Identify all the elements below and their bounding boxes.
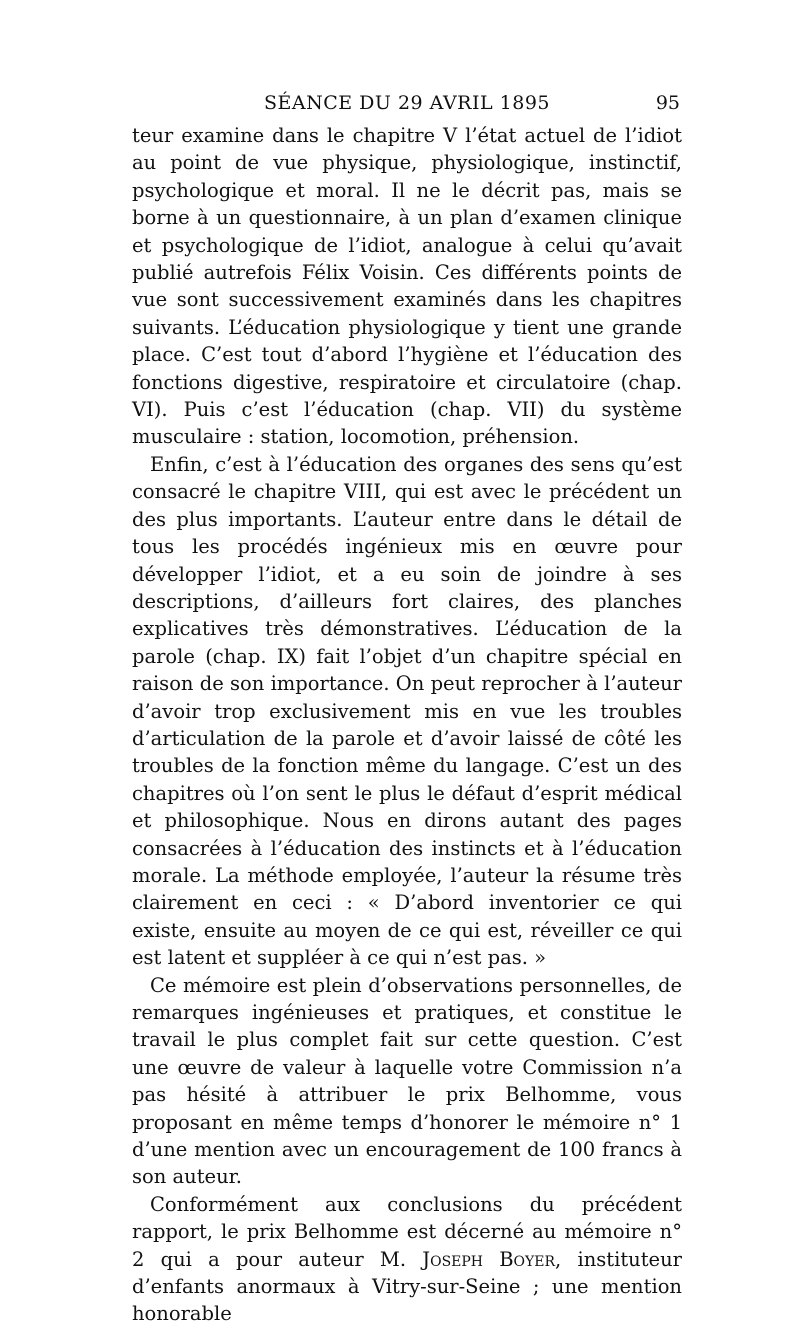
paragraph-4 xyxy=(132,1191,682,1328)
page-number: 95 xyxy=(655,92,680,114)
paragraph-3: Ce mémoire est plein d’observations personnelles, de remarques ingénieuses et pratiques, et constitue le travail le plus complet fait sur cette question. C’est une œuvre de valeur à laquelle votre Commission n’a pas hésité à attribuer le prix Belhomme, vous proposant en même temps d’honorer le mémoire n° 1 d’une mention avec un encouragement de 100 francs à son auteur. xyxy=(132,973,682,1189)
author-name: Joseph Boyer xyxy=(422,1247,556,1271)
book-page xyxy=(132,88,682,1328)
paragraph-1: teur examine dans le chapitre V l’état actuel de l’idiot au point de vue physique, physiologique, instinctif, psychologique et moral. Il ne le décrit pas, mais se borne à un questionnaire, à un plan d’examen clinique et psychologique de l’idiot, analogue à celui qu’avait publié autrefois Félix Voisin. Ces différents points de vue sont successivement examinés dans les chapitres suivants. L’éducation physiologique y tient une grande place. C’est tout d’abord l’hygiène et l’éducation des fonctions digestive, respiratoire et circulatoire (chap. VI). Puis c’est l’éducation (chap. VII) du système musculaire : station, locomotion, préhension. xyxy=(132,124,682,449)
running-head xyxy=(132,88,682,122)
paragraph-2: Enfin, c’est à l’éducation des organes des sens qu’est consacré le chapitre VIII, qui est avec le précédent un des plus importants. L’auteur entre dans le détail de tous les procédés ingénieux mis en œuvre pour développer l’idiot, et a eu soin de joindre à ses descriptions, d’ailleurs fort claires, des planches explicatives très démonstratives. L’éducation de la parole (chap. IX) fait l’objet d’un chapitre spécial en raison de son importance. On peut reprocher à l’auteur d’avoir trop exclusivement mis en vue les troubles d’articulation de la parole et d’avoir laissé de côté les troubles de la fonction même du langage. C’est un des chapitres où l’on sent le plus le défaut d’esprit médical et philosophique. Nous en dirons autant des pages consacrées à l’éducation des instincts et à l’éducation morale. La méthode employée, l’auteur la résume très clairement en ceci : « D’abord inventorier ce qui existe, ensuite au moyen de ce qui est, réveiller ce qui est latent et suppléer à ce qui n’est pas. » xyxy=(132,452,682,970)
paragraph-4-text-before: Conformément aux conclusions du précédent rapport, le prix Belhomme est décerné au mémoire n° 2 qui a pour auteur M. xyxy=(132,1192,682,1271)
body-text xyxy=(132,122,682,1328)
paragraph-4-text-after: , instituteur d’enfants anormaux à Vitry-sur-Seine ; une mention honorable xyxy=(132,1247,682,1326)
running-title: SÉANCE DU 29 AVRIL 1895 xyxy=(264,92,550,114)
